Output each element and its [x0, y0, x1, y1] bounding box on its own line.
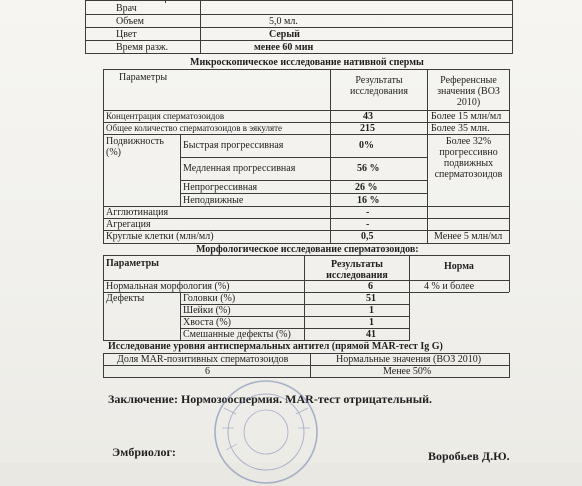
- mar-col2: Нормальные значения (ВОЗ 2010): [336, 354, 482, 365]
- morph-title: Морфологическое исследование сперматозоидов:: [196, 244, 419, 255]
- nonprog-label: Непрогрессивная: [183, 182, 258, 193]
- mar-norm: Менее 50%: [383, 366, 432, 377]
- nonprog-value: 26 %: [355, 182, 378, 193]
- clinic-stamp: [212, 378, 320, 486]
- total-value: 215: [360, 123, 375, 134]
- concentration-label: Концентрация сперматозоидов: [106, 111, 225, 121]
- micro-title: Микроскопическое исследование нативной спермы: [190, 57, 424, 68]
- round-cells-ref: Менее 5 млн/мл: [434, 231, 503, 242]
- tails-label: Хвоста (%): [183, 317, 231, 328]
- morph-header-results: Результаты исследования: [326, 259, 388, 281]
- normal-morph-value: 6: [368, 281, 373, 292]
- mixed-value: 41: [366, 329, 376, 340]
- necks-value: 1: [369, 305, 374, 316]
- mar-title: Исследование уровня антиспермальных антител (прямой MAR-тест Ig G): [108, 341, 443, 352]
- agglutination-value: -: [366, 207, 370, 218]
- mixed-label: Смешанные дефекты (%): [183, 329, 291, 340]
- conclusion: Заключение: Нормозооспермия. MAR-тест отрицательный.: [108, 392, 432, 406]
- top-row-label: Цвет: [116, 29, 137, 40]
- morph-header-norm: Норма: [444, 261, 474, 272]
- agglutination-label: Агглютинация: [106, 207, 169, 218]
- aggregation-value: -: [366, 219, 370, 230]
- total-ref: Более 35 млн.: [431, 123, 490, 134]
- total-label: Общее количество сперматозоидов в эякуляте: [106, 123, 283, 133]
- immobile-label: Неподвижные: [183, 195, 244, 206]
- volume-value: 5,0 мл.: [269, 16, 298, 27]
- concentration-value: 43: [363, 111, 373, 122]
- heads-label: Головки (%): [183, 293, 236, 304]
- mar-col1: Доля MAR-позитивных сперматозоидов: [117, 354, 289, 365]
- tails-value: 1: [369, 317, 374, 328]
- slow-value: 56 %: [357, 163, 380, 174]
- morph-header-params: Параметры: [106, 258, 159, 269]
- micro-header-reference: Референсные значения (ВОЗ 2010): [437, 75, 500, 108]
- necks-label: Шейки (%): [183, 305, 231, 316]
- top-row-label: Время разж.: [116, 42, 169, 53]
- motility-label: Подвижность (%): [106, 136, 164, 158]
- motility-ref: Более 32% прогрессивно подвижных сперматозоидов: [434, 136, 503, 180]
- aggregation-label: Агрегация: [106, 219, 151, 230]
- fast-label: Быстрая прогрессивная: [183, 140, 284, 151]
- mar-value: 6: [205, 366, 210, 377]
- micro-header-results: Результаты исследования: [350, 75, 408, 97]
- top-row-label: Объем: [116, 16, 144, 27]
- normal-morph-norm: 4 % и более: [424, 281, 475, 292]
- immobile-value: 16 %: [357, 195, 380, 206]
- fast-value: 0%: [359, 140, 374, 151]
- liquefaction-value: менее 60 мин: [254, 42, 314, 53]
- color-value: Серый: [269, 29, 300, 40]
- heads-value: 51: [366, 293, 376, 304]
- round-cells-label: Круглые клетки (млн/мл): [106, 231, 214, 242]
- embryologist-label: Эмбриолог:: [112, 445, 176, 459]
- concentration-ref: Более 15 млн/мл: [431, 111, 502, 122]
- micro-header-params: Параметры: [119, 72, 168, 83]
- round-cells-value: 0,5: [361, 231, 374, 242]
- normal-morph-label: Нормальная морфология (%): [106, 281, 230, 292]
- embryologist-name: Воробьев Д.Ю.: [428, 449, 510, 463]
- slow-label: Медленная прогрессивная: [183, 163, 296, 174]
- top-row-label: Врач: [116, 3, 137, 14]
- defects-label: Дефекты: [106, 293, 145, 304]
